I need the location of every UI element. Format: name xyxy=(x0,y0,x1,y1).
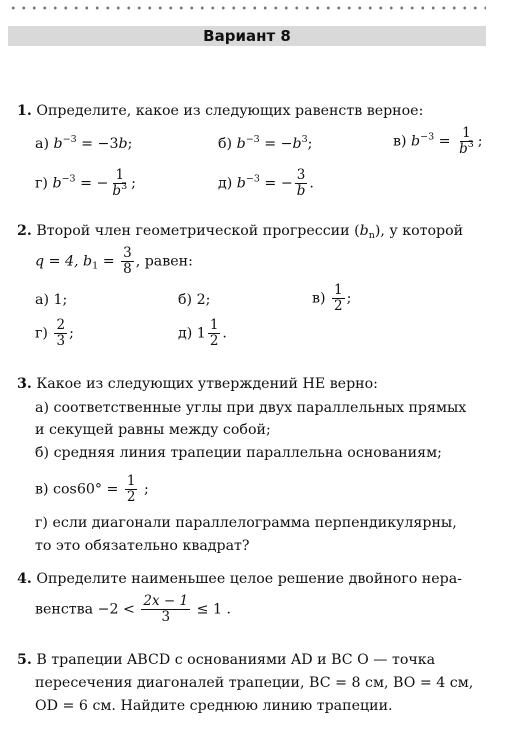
q1-option-a: а) $b^{-3} = -3b$; xyxy=(35,134,133,152)
fraction: $\frac{1}{b^3}$ xyxy=(459,125,474,157)
question-1 xyxy=(17,102,423,120)
q1-option-e: д) $b^{-3}$ = − $\frac{3}{b}$ . xyxy=(218,167,314,199)
q2-option-d: г) $\frac{2}{3}$ ; xyxy=(35,317,74,349)
question-5: 5. В трапеции ABCD с основаниями AD и BC O — точка xyxy=(17,652,436,668)
variant-title: Вариант 8 xyxy=(8,26,486,46)
q4-inequality: венства −2 < $\frac{2x - 1}{3}$ ≤ 1 . xyxy=(35,593,232,625)
dotted-rule xyxy=(8,6,486,10)
q1-option-d: г) $b^{-3}$ = − $\frac{1}{b^3}$ ; xyxy=(35,167,136,199)
q2-option-c: в) $\frac{1}{2}$ ; xyxy=(312,282,352,314)
q3-option-a-line1: а) соответственные углы при двух параллельных прямых xyxy=(35,400,467,416)
question-4: 4. Определите наименьшее целое решение двойного нера- xyxy=(17,571,462,587)
q3-option-c: в) cos60° = $\frac{1}{2}$ ; xyxy=(35,473,149,505)
q3-option-b: б) средняя линия трапеции параллельна основаниям; xyxy=(35,445,442,461)
q2-option-a: а) 1; xyxy=(35,292,68,308)
fraction: $\frac{3}{8}$ xyxy=(123,245,132,277)
fraction: $\frac{1}{2}$ xyxy=(126,473,136,505)
q5-line2: пересечения диагоналей трапеции, BC = 8 см, BO = 4 см, xyxy=(35,675,474,691)
question-number: 3. xyxy=(17,376,32,392)
fraction: $\frac{1}{2}$ xyxy=(209,317,219,349)
question-number: 5. xyxy=(17,652,32,668)
q2-option-b: б) 2; xyxy=(178,292,211,308)
question-number: 2. xyxy=(17,223,32,239)
question-text: Определите, какое из следующих равенств верное: xyxy=(36,103,424,119)
fraction: $\frac{2}{3}$ xyxy=(56,317,66,349)
q3-option-a-line2: и секущей равны между собой; xyxy=(35,422,271,438)
question-3: 3. Какое из следующих утверждений НЕ верно: xyxy=(17,376,378,392)
q2-option-e: д) 1 $\frac{1}{2}$ . xyxy=(178,317,227,349)
fraction: $\frac{1}{2}$ xyxy=(334,282,343,314)
fraction: $\frac{1}{b^3}$ xyxy=(112,167,128,199)
q5-line3: OD = 6 см. Найдите среднюю линию трапеции. xyxy=(35,698,393,714)
q3-option-d-line1: г) если диагонали параллелограмма перпендикулярны, xyxy=(35,515,457,531)
question-number: 4. xyxy=(17,571,32,587)
question-number: 1. xyxy=(17,103,32,119)
q1-option-c: в) $b^{-3}$ = $\frac{1}{b^3}$ ; xyxy=(393,125,483,157)
question-2: 2. Второй член геометрической прогрессии $(b_n)$, у которой xyxy=(17,223,464,241)
q2-condition: q = 4, $b_1$ = $\frac{3}{8}$ , равен: xyxy=(35,245,193,277)
q1-option-b: б) $b^{-3} = -b^3$; xyxy=(218,134,313,152)
fraction: $\frac{2x - 1}{3}$ xyxy=(143,593,189,625)
q3-option-d-line2: то это обязательно квадрат? xyxy=(35,538,250,554)
fraction: $\frac{3}{b}$ xyxy=(296,167,306,199)
